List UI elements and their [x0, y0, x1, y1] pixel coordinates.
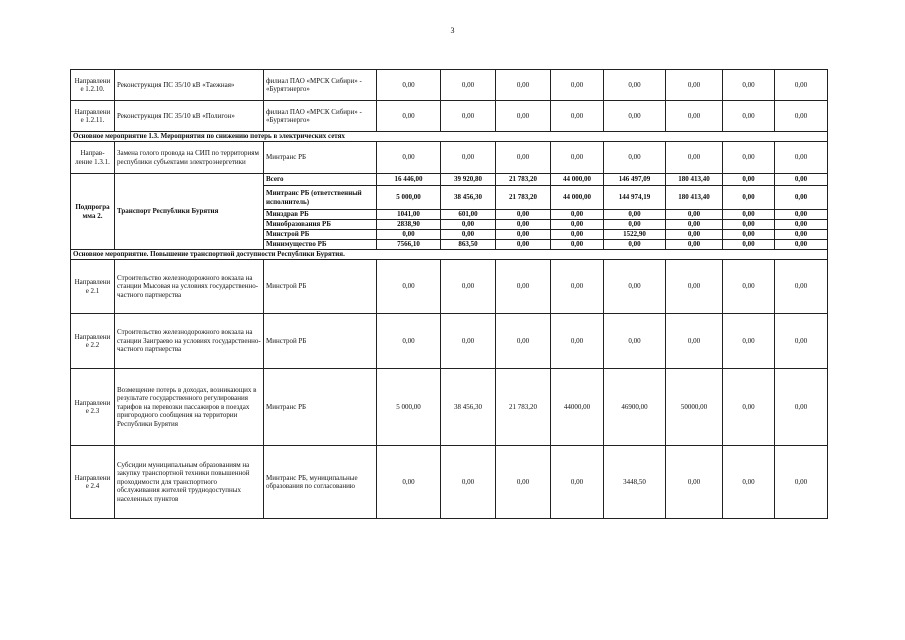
value-cell: 0,00	[377, 260, 441, 314]
value-cell: 0,00	[775, 210, 828, 220]
executor: Минтранс РБ, муниципальные образования по согласованию	[264, 446, 377, 519]
table-row	[71, 70, 828, 101]
value-cell: 0,00	[666, 260, 723, 314]
value-cell: 7566,10	[377, 240, 441, 250]
value-cell: 0,00	[723, 240, 775, 250]
value-cell: 0,00	[551, 70, 604, 101]
value-cell: 0,00	[441, 230, 496, 240]
value-cell: 0,00	[551, 220, 604, 230]
budget-table	[70, 69, 828, 519]
value-cell: 16 446,00	[377, 174, 441, 186]
value-cell: 0,00	[666, 142, 723, 174]
value-cell: 0,00	[723, 174, 775, 186]
executor: филиал ПАО «МРСК Сибири» - «Бурятэнерго»	[264, 101, 377, 132]
value-cell: 0,00	[604, 220, 666, 230]
value-cell: 0,00	[604, 260, 666, 314]
value-cell: 0,00	[496, 230, 551, 240]
value-cell: 46900,00	[604, 369, 666, 446]
value-cell: 0,00	[551, 210, 604, 220]
measure-name: Субсидии муниципальным образованиям на закупку транспортной техники повышенной проходимости для транспортного обслуживания жителей труднодоступных населенных пунктов	[115, 446, 264, 519]
value-cell: 1522,90	[604, 230, 666, 240]
value-cell: 144 974,19	[604, 186, 666, 210]
value-cell: 0,00	[496, 240, 551, 250]
value-cell: 0,00	[666, 70, 723, 101]
subprogram-code: Подпрогра мма 2.	[71, 174, 115, 250]
value-cell: 0,00	[496, 142, 551, 174]
value-cell: 0,00	[775, 260, 828, 314]
value-cell: 21 783,20	[496, 186, 551, 210]
value-cell: 0,00	[377, 230, 441, 240]
value-cell: 0,00	[441, 101, 496, 132]
value-cell: 0,00	[496, 101, 551, 132]
value-cell: 0,00	[441, 446, 496, 519]
value-cell: 0,00	[441, 260, 496, 314]
value-cell: 0,00	[723, 220, 775, 230]
value-cell: 38 456,30	[441, 369, 496, 446]
value-cell: 21 783,20	[496, 174, 551, 186]
value-cell: 39 920,80	[441, 174, 496, 186]
value-cell: 38 456,30	[441, 186, 496, 210]
table-row	[71, 101, 828, 132]
value-cell: 50000,00	[666, 369, 723, 446]
value-cell: 0,00	[551, 240, 604, 250]
page-number: 3	[450, 26, 455, 35]
executor: Минтранс РБ	[264, 142, 377, 174]
value-cell: 0,00	[496, 446, 551, 519]
section-title: Основное мероприятие 1.3. Мероприятия по снижению потерь в электрических сетях	[71, 132, 828, 142]
value-cell: 180 413,40	[666, 174, 723, 186]
value-cell: 0,00	[775, 220, 828, 230]
value-cell: 0,00	[723, 369, 775, 446]
table-row	[71, 142, 828, 174]
value-cell: 0,00	[551, 314, 604, 369]
value-cell: 0,00	[723, 210, 775, 220]
value-cell: 0,00	[775, 314, 828, 369]
direction-code: Направлени е 1.2.10.	[71, 70, 115, 101]
measure-name: Реконструкция ПС 35/10 кВ «Полигон»	[115, 101, 264, 132]
value-cell: 0,00	[604, 101, 666, 132]
executor: Минздрав РБ	[264, 210, 377, 220]
measure-name: Строительство железнодорожного вокзала на станции Заиграево на условиях государственно-частного партнерства	[115, 314, 264, 369]
executor: Минстрой РБ	[264, 314, 377, 369]
value-cell: 0,00	[723, 142, 775, 174]
value-cell: 0,00	[775, 446, 828, 519]
value-cell: 0,00	[775, 142, 828, 174]
value-cell: 0,00	[377, 101, 441, 132]
value-cell: 0,00	[377, 70, 441, 101]
value-cell: 0,00	[775, 101, 828, 132]
section-header-row	[71, 132, 828, 142]
measure-name: Возмещение потерь в доходах, возникающих в результате государственного регулирования тарифов на перевозки пассажиров в поездах пригородного сообщения на территории Республики Бурятия	[115, 369, 264, 446]
value-cell: 0,00	[723, 260, 775, 314]
value-cell: 0,00	[377, 314, 441, 369]
value-cell: 3448,50	[604, 446, 666, 519]
executor: Минстрой РБ	[264, 230, 377, 240]
value-cell: 0,00	[666, 220, 723, 230]
executor: Минстрой РБ	[264, 260, 377, 314]
value-cell: 0,00	[551, 142, 604, 174]
direction-code: Направлени е 2.4	[71, 446, 115, 519]
value-cell: 21 783,20	[496, 369, 551, 446]
value-cell: 0,00	[496, 210, 551, 220]
direction-code: Направлени е 2.3	[71, 369, 115, 446]
subprogram-name: Транспорт Республики Бурятия	[115, 174, 264, 250]
section-header-row	[71, 250, 828, 260]
table-row	[71, 446, 828, 519]
value-cell: 0,00	[441, 220, 496, 230]
value-cell: 0,00	[441, 142, 496, 174]
value-cell: 0,00	[723, 186, 775, 210]
value-cell: 0,00	[551, 101, 604, 132]
value-cell: 180 413,40	[666, 186, 723, 210]
value-cell: 0,00	[604, 142, 666, 174]
value-cell: 0,00	[666, 446, 723, 519]
executor: Всего	[264, 174, 377, 186]
value-cell: 0,00	[551, 260, 604, 314]
value-cell: 0,00	[604, 210, 666, 220]
table-row	[71, 314, 828, 369]
executor: Минтранс РБ (ответственный исполнитель)	[264, 186, 377, 210]
value-cell: 0,00	[604, 70, 666, 101]
value-cell: 44 000,00	[551, 186, 604, 210]
measure-name: Реконструкция ПС 35/10 кВ «Таежная»	[115, 70, 264, 101]
value-cell: 0,00	[775, 174, 828, 186]
value-cell: 1041,00	[377, 210, 441, 220]
value-cell: 0,00	[723, 70, 775, 101]
value-cell: 0,00	[496, 70, 551, 101]
value-cell: 0,00	[604, 240, 666, 250]
value-cell: 0,00	[551, 446, 604, 519]
value-cell: 0,00	[775, 369, 828, 446]
value-cell: 0,00	[496, 220, 551, 230]
value-cell: 0,00	[775, 230, 828, 240]
value-cell: 0,00	[723, 446, 775, 519]
value-cell: 44000,00	[551, 369, 604, 446]
direction-code: Направлени е 1.2.11.	[71, 101, 115, 132]
direction-code: Направ- ление 1.3.1.	[71, 142, 115, 174]
value-cell: 0,00	[496, 260, 551, 314]
value-cell: 0,00	[723, 230, 775, 240]
value-cell: 0,00	[775, 70, 828, 101]
value-cell: 0,00	[377, 446, 441, 519]
direction-code: Направлени е 2.2	[71, 314, 115, 369]
value-cell: 0,00	[441, 70, 496, 101]
value-cell: 0,00	[551, 230, 604, 240]
value-cell: 0,00	[666, 230, 723, 240]
value-cell: 0,00	[496, 314, 551, 369]
value-cell: 601,00	[441, 210, 496, 220]
value-cell: 0,00	[723, 101, 775, 132]
value-cell: 2838,90	[377, 220, 441, 230]
executor: Минтранс РБ	[264, 369, 377, 446]
executor: филиал ПАО «МРСК Сибири» - «Бурятэнерго»	[264, 70, 377, 101]
measure-name: Замена голого провода на СИП по территориям республики субъектами электроэнергетики	[115, 142, 264, 174]
section-title: Основное мероприятие. Повышение транспортной доступности Республики Бурятия.	[71, 250, 828, 260]
value-cell: 0,00	[441, 314, 496, 369]
executor: Минимущество РБ	[264, 240, 377, 250]
table-row	[71, 369, 828, 446]
value-cell: 0,00	[666, 314, 723, 369]
executor: Минобразования РБ	[264, 220, 377, 230]
value-cell: 44 000,00	[551, 174, 604, 186]
value-cell: 0,00	[666, 101, 723, 132]
value-cell: 0,00	[775, 240, 828, 250]
value-cell: 146 497,09	[604, 174, 666, 186]
value-cell: 0,00	[723, 314, 775, 369]
value-cell: 0,00	[775, 186, 828, 210]
direction-code: Направлени е 2.1	[71, 260, 115, 314]
value-cell: 863,50	[441, 240, 496, 250]
table-row	[71, 260, 828, 314]
value-cell: 0,00	[666, 240, 723, 250]
value-cell: 0,00	[666, 210, 723, 220]
value-cell: 5 000,00	[377, 369, 441, 446]
value-cell: 0,00	[377, 142, 441, 174]
subprogram-row	[71, 174, 828, 186]
value-cell: 0,00	[604, 314, 666, 369]
measure-name: Строительство железнодорожного вокзала на станции Мысовая на условиях государственно-частного партнерства	[115, 260, 264, 314]
value-cell: 5 000,00	[377, 186, 441, 210]
